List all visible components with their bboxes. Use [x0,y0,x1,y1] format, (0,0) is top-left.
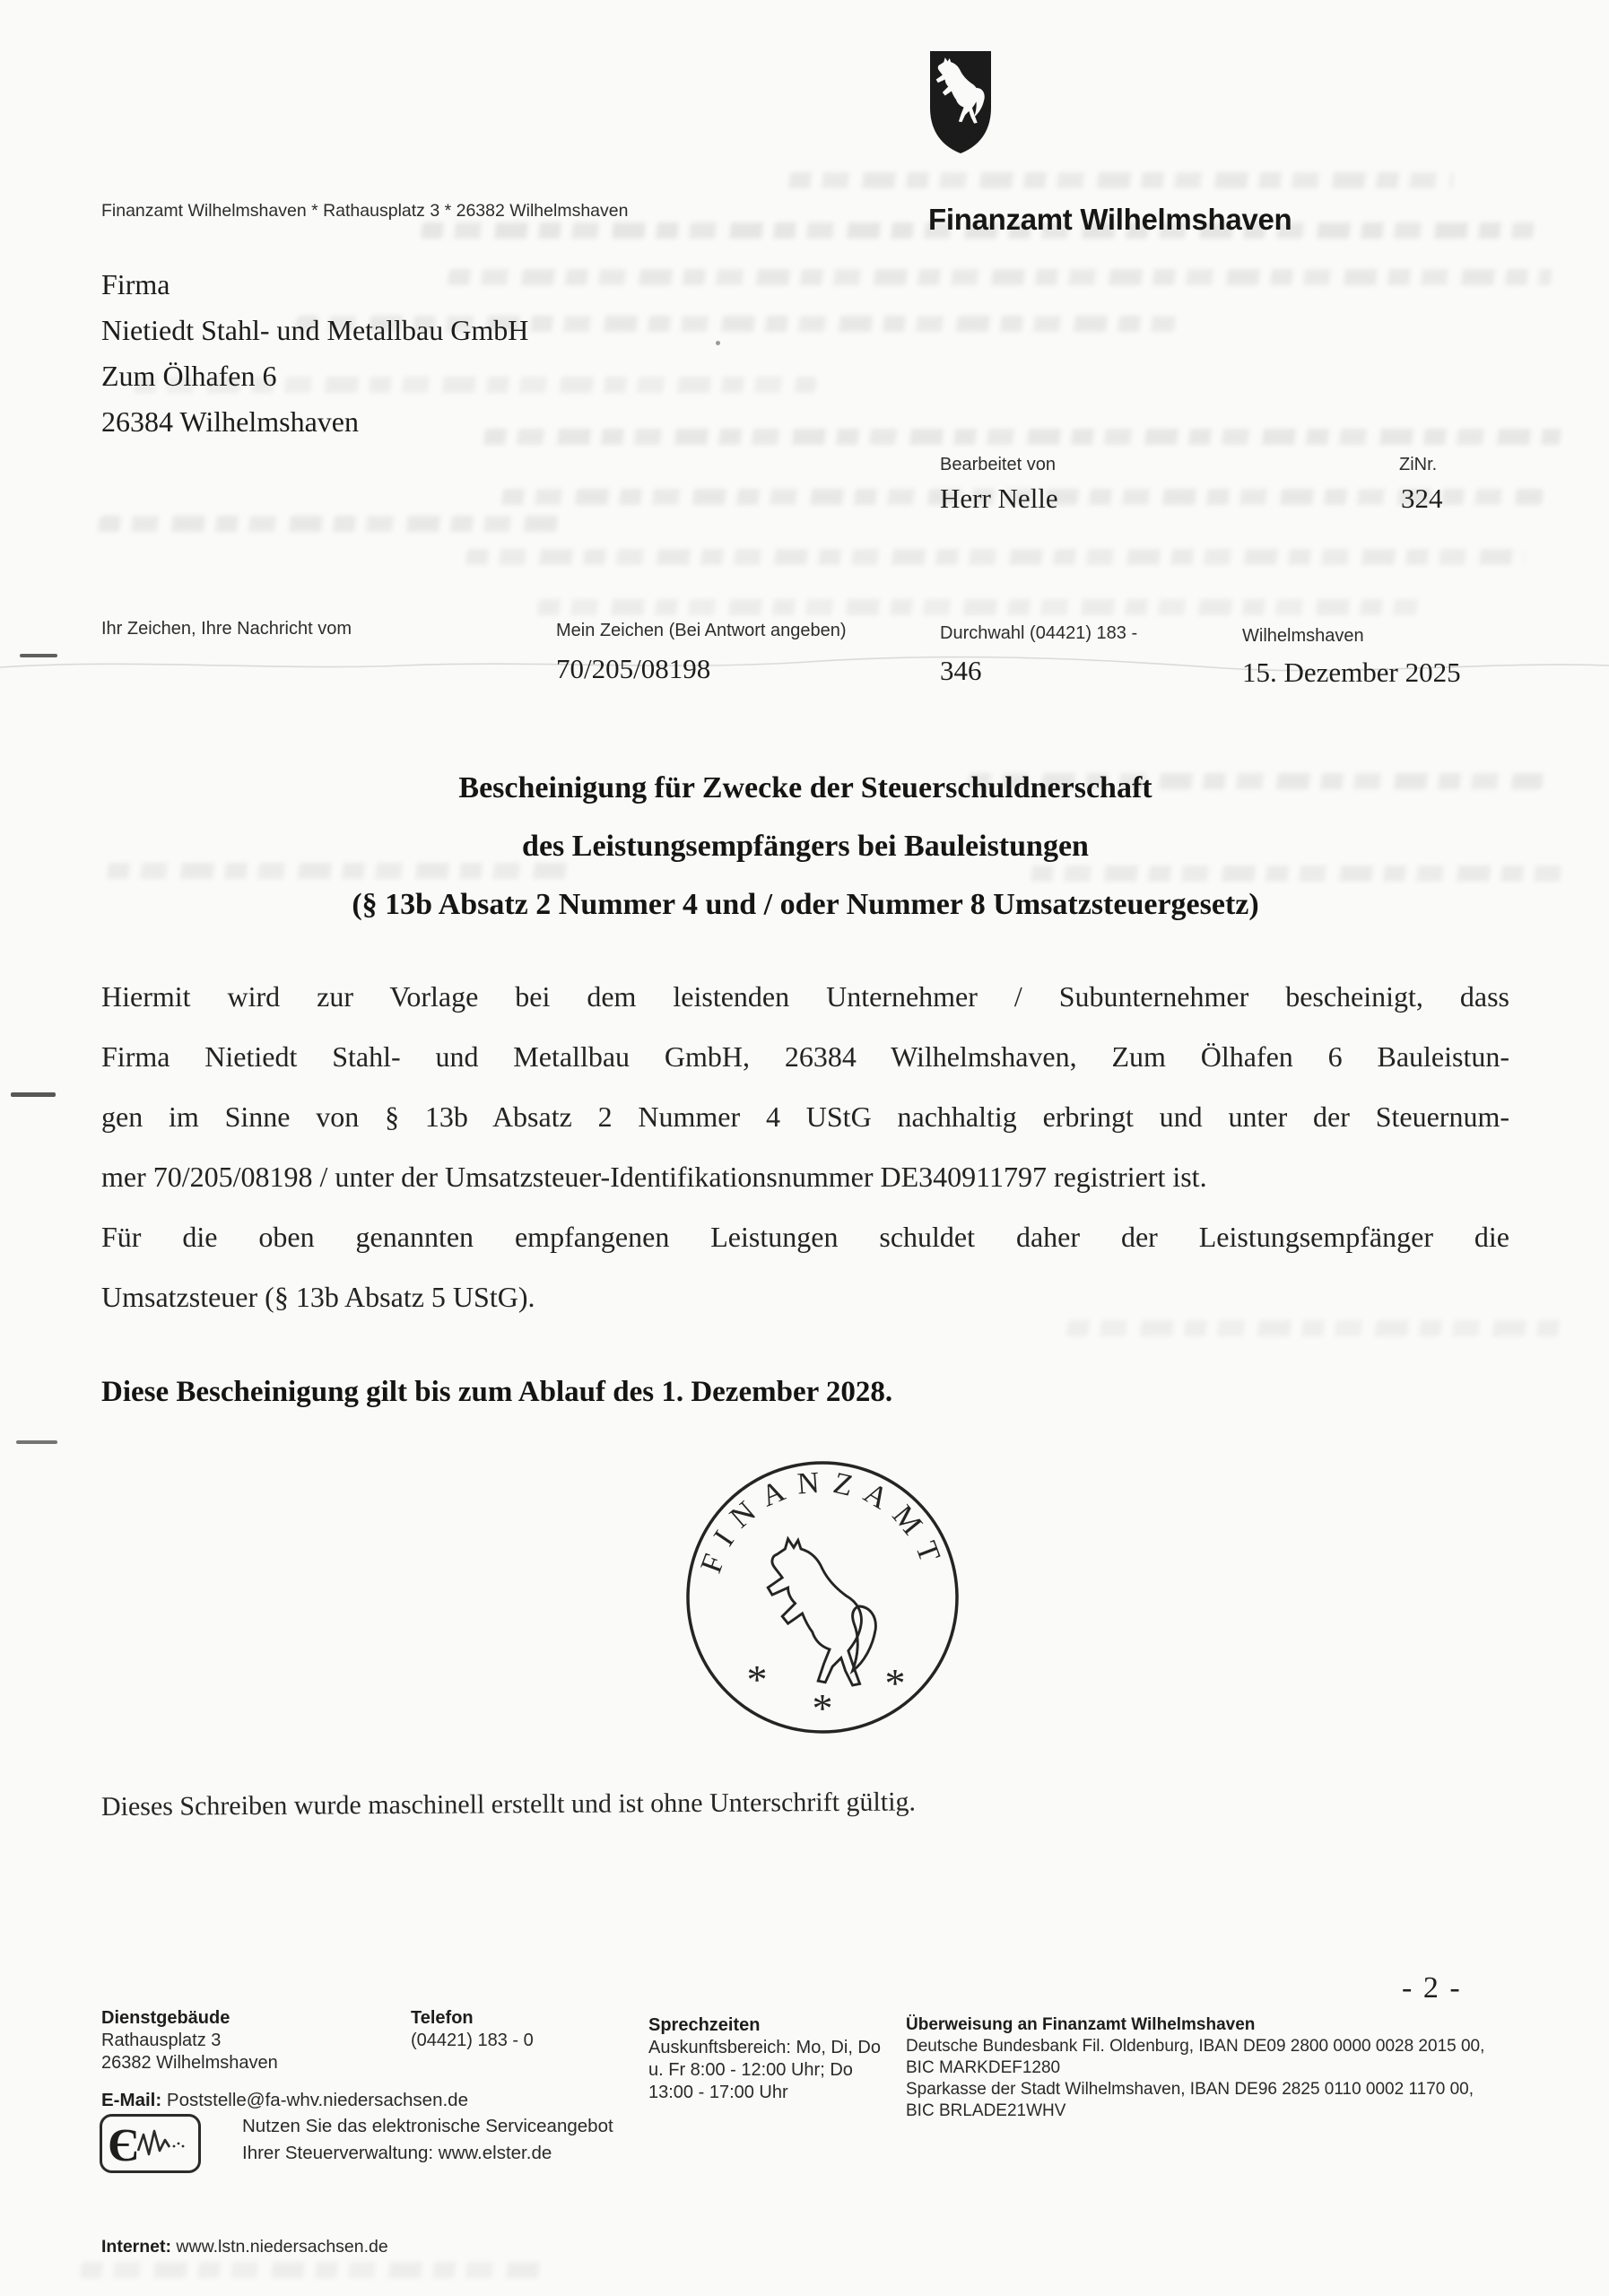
internet-value: www.lstn.niedersachsen.de [176,2237,388,2257]
ueberweisung-label: Überweisung an Finanzamt Wilhelmshaven [906,2015,1256,2034]
mein-zeichen-label: Mein Zeichen (Bei Antwort angeben) [556,621,847,640]
body-paragraph-1 [101,967,1509,1207]
body-line: Für die oben genannten empfangenen Leistungen schuldet daher der Leistungsempfänger die [101,1221,1509,1253]
email-value: Poststelle@fa-whv.niedersachsen.de [166,2090,468,2110]
body-line: mer 70/205/08198 / unter der Umsatzsteuer-Identifikationsnummer DE340911797 registriert ist. [101,1161,1207,1193]
internet-label: Internet: [101,2237,171,2257]
dienstgebaeude-line: Rathausplatz 3 [101,2031,222,2050]
sender-return-address-line: Finanzamt Wilhelmshaven * Rathausplatz 3 * 26382 Wilhelmshaven [101,201,629,221]
scan-bleedthrough-artifact [465,549,1526,565]
durchwahl-value: 346 [940,655,982,686]
seal-star: * [812,1685,833,1731]
body-line: gen im Sinne von § 13b Absatz 2 Nummer 4 UStG nachhaltig erbringt und unter der Steuernum- [101,1100,1509,1133]
footer-telefon-column [411,2007,534,2052]
bearbeitet-von-label: Bearbeitet von [940,455,1056,474]
datum-value: 15. Dezember 2025 [1242,657,1461,688]
footer-ueberweisung-column [906,2014,1484,2122]
footer-sprechzeiten-column [648,2014,881,2104]
validity-statement: Diese Bescheinigung gilt bis zum Ablauf des 1. Dezember 2028. [101,1376,893,1408]
page-number: - 2 - [1402,1971,1462,2005]
ueberweisung-line: Deutsche Bundesbank Fil. Oldenburg, IBAN DE09 2800 0000 0028 2015 00, [906,2037,1485,2056]
body-line: Hiermit wird zur Vorlage bei dem leistenden Unternehmer / Subunternehmer bescheinigt, dass [101,980,1509,1013]
dienstgebaeude-line: 26382 Wilhelmshaven [101,2053,278,2073]
elster-note-line: Ihrer Steuerverwaltung: www.elster.de [242,2143,552,2163]
elster-logo-icon [99,2113,202,2174]
sprechzeiten-line: u. Fr 8:00 - 12:00 Uhr; Do [648,2060,853,2080]
scan-fold-mark [20,654,57,657]
scan-fold-mark [16,1440,57,1444]
seal-horse-icon [768,1539,875,1685]
seal-arc-text: FINANZAMT [694,1465,951,1578]
scan-bleedthrough-artifact [788,172,1454,188]
scan-speck [716,341,720,345]
title-line-1: Bescheinigung für Zwecke der Steuerschuldnerschaft [458,771,1152,804]
scan-bleedthrough-artifact [483,429,1561,445]
seal-star: * [746,1657,768,1702]
body-paragraph-2 [101,1207,1509,1327]
finanzamt-round-seal [680,1455,965,1740]
telefon-value: (04421) 183 - 0 [411,2031,534,2050]
email-label: E-Mail: [101,2090,162,2110]
recipient-address-block [101,262,528,445]
scan-bleedthrough-artifact [80,2262,548,2278]
title-line-2: des Leistungsempfängers bei Bauleistungen [522,830,1089,863]
ueberweisung-line: BIC MARKDEF1280 [906,2058,1061,2077]
ihr-zeichen-label: Ihr Zeichen, Ihre Nachricht vom [101,619,352,639]
elster-note [242,2113,613,2167]
recipient-line: Nietiedt Stahl- und Metallbau GmbH [101,314,529,346]
mein-zeichen-value: 70/205/08198 [556,653,711,684]
scan-bleedthrough-artifact [98,516,566,532]
durchwahl-label: Durchwahl (04421) 183 - [940,623,1138,643]
zinr-label: ZiNr. [1399,455,1438,474]
scan-bleedthrough-artifact [537,599,1418,615]
ueberweisung-line: Sparkasse der Stadt Wilhelmshaven, IBAN DE96 2825 0110 0002 1170 00, [906,2080,1474,2099]
body-line: Firma Nietiedt Stahl- und Metallbau GmbH, 26384 Wilhelmshaven, Zum Ölhafen 6 Bauleistun- [101,1040,1509,1073]
internet-row [101,2237,388,2257]
sprechzeiten-line: 13:00 - 17:00 Uhr [648,2083,788,2102]
ort-label: Wilhelmshaven [1242,626,1364,646]
machine-generated-note: Dieses Schreiben wurde maschinell erstellt und ist ohne Unterschrift gültig. [100,1787,917,1822]
recipient-line: 26384 Wilhelmshaven [101,405,359,438]
recipient-line: Zum Ölhafen 6 [101,360,277,392]
recipient-line: Firma [101,268,170,300]
scan-bleedthrough-artifact [448,269,1552,285]
bearbeitet-von-value: Herr Nelle [940,483,1058,514]
zinr-value: 324 [1401,483,1443,514]
office-name-heading: Finanzamt Wilhelmshaven [928,203,1292,236]
scan-fold-mark [11,1092,56,1097]
document-title [101,759,1509,934]
svg-text:Є: Є [108,2120,140,2171]
body-line: Umsatzsteuer (§ 13b Absatz 5 UStG). [101,1281,535,1313]
dienstgebaeude-label: Dienstgebäude [101,2008,230,2028]
ueberweisung-line: BIC BRLADE21WHV [906,2101,1066,2120]
email-row [101,2090,468,2111]
seal-star: * [884,1660,906,1706]
svg-text:FINANZAMT [694,1465,950,1578]
footer-dienstgebaeude-column [101,2007,278,2074]
sprechzeiten-line: Auskunftsbereich: Mo, Di, Do [648,2038,881,2057]
telefon-label: Telefon [411,2008,474,2028]
sprechzeiten-label: Sprechzeiten [648,2015,761,2035]
lower-saxony-coat-of-arms-icon [927,48,994,156]
title-line-3: (§ 13b Absatz 2 Nummer 4 und / oder Nummer 8 Umsatzsteuergesetz) [352,888,1259,921]
elster-note-line: Nutzen Sie das elektronische Serviceangebot [242,2116,613,2136]
